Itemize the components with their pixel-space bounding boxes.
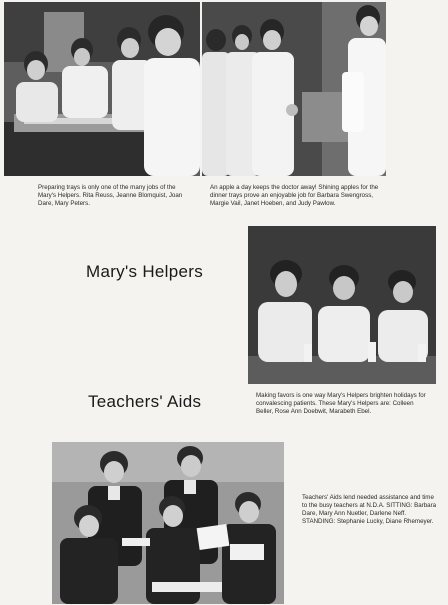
heading-marys-helpers: Mary's Helpers (86, 262, 204, 281)
photo-shining-apples (202, 2, 386, 176)
caption-preparing-trays (38, 184, 194, 208)
photo-teachers-aids (52, 442, 284, 604)
caption-shining-apples (210, 184, 380, 208)
photo-preparing-trays (4, 2, 200, 176)
photo-teachers-aids-image (52, 442, 284, 604)
caption-shining-apples-text: An apple a day keeps the doctor away! Shining apples for the dinner trays prove an enjoyable job for Barbara Swengross, Margie Vail, Janet Hoeben, and Judy Pawlow. (210, 184, 379, 207)
caption-preparing-trays-text: Preparing trays is only one of the many jobs of the Mary's Helpers. Rita Reuss, Jeanne Blomquist, Joan Dare, Mary Peters. (38, 184, 183, 207)
caption-teachers-aids-text: Teachers' Aids lend needed assistance and time to the busy teachers at N.D.A. SITTING: Barbara Dare, Mary Ann Nuetler, Darlene Neff. STANDING: Stephanie Lucky, Diane Rhemeyer. (302, 494, 437, 525)
photo-preparing-trays-image (4, 2, 200, 176)
caption-making-favors-text: Making favors is one way Mary's Helpers brighten holidays for convalescing patients. These Mary's Helpers are: Colleen Beller, Rose Ann Doebwit, Marabeth Ebel. (256, 392, 426, 415)
caption-teachers-aids (302, 494, 438, 526)
caption-making-favors (256, 392, 432, 416)
photo-making-favors (248, 226, 436, 384)
photo-shining-apples-image (202, 2, 386, 176)
heading-teachers-aids: Teachers' Aids (88, 392, 202, 411)
photo-making-favors-image (248, 226, 436, 384)
